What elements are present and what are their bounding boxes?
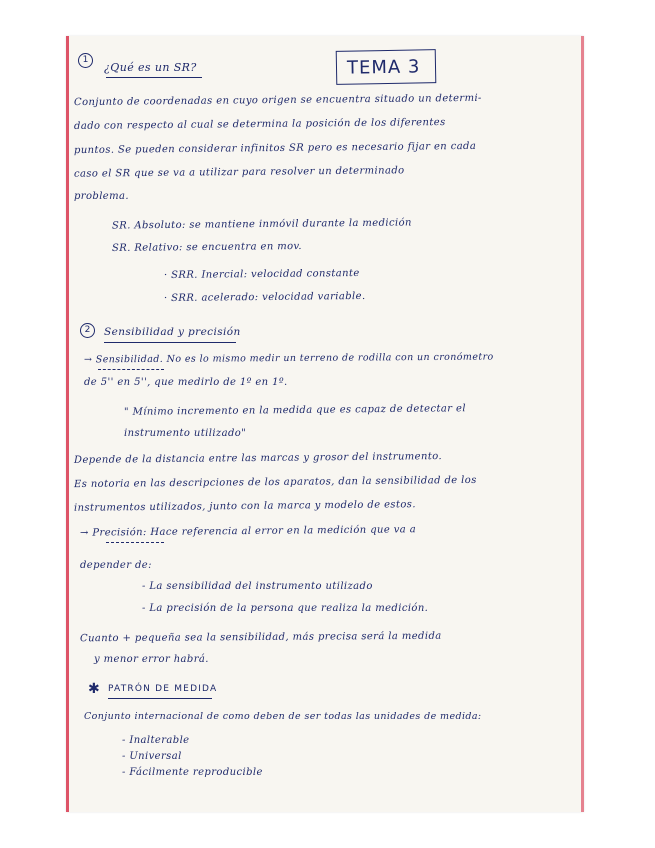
paragraph-1-line-4: caso el SR que se va a utilizar para resolver un determinado [73, 165, 405, 180]
precision-line-2: depender de: [80, 560, 152, 571]
notebook-page [66, 36, 584, 812]
patron-title: PATRÓN DE MEDIDA [108, 684, 218, 694]
patron-item-3: - Fácilmente reproducible [122, 767, 263, 778]
paragraph-1-line-3: puntos. Se pueden considerar infinitos SR pero es necesario fijar en cada [73, 140, 477, 157]
patron-underline [108, 698, 212, 699]
sr-relativo: SR. Relativo: se encuentra en mov. [111, 241, 303, 254]
tema-label: TEMA 3 [346, 56, 421, 79]
section-number-2: 2 [80, 323, 95, 338]
depende-line-1: Depende de la distancia entre las marcas y grosor del instrumento. [73, 451, 443, 466]
srr-acelerado: · SRR. acelerado: velocidad variable. [163, 290, 366, 305]
tema-box [336, 49, 437, 85]
question-underline [106, 77, 202, 78]
section-2-underline [104, 342, 236, 343]
precision-line-1: → Precisión: Hace referencia al error en la medición que va a [79, 524, 417, 539]
patron-description: Conjunto internacional de como deben de ser todas las unidades de medida: [84, 711, 482, 722]
section-number-1: 1 [78, 53, 93, 68]
cuanto-line-2: y menor error habrá. [94, 654, 209, 665]
page-left-edge [66, 36, 69, 812]
sr-absoluto: SR. Absoluto: se mantiene inmóvil durante la medición [111, 217, 412, 232]
precision-underline [106, 539, 164, 543]
sensibilidad-underline [98, 366, 164, 370]
precision-item-2: - La precisión de la persona que realiza la medición. [142, 603, 429, 614]
question-heading: ¿Qué es un SR? [104, 61, 197, 74]
definition-line-1: " Mínimo incremento en la medida que es capaz de detectar el [123, 403, 466, 418]
star-icon: ✱ [88, 681, 101, 697]
srr-inercial: · SRR. Inercial: velocidad constante [163, 267, 360, 282]
precision-item-1: - La sensibilidad del instrumento utilizado [142, 581, 373, 592]
sensibilidad-line-2: de 5'' en 5'', que medirlo de 1º en 1º. [84, 377, 288, 388]
section-2-title: Sensibilidad y precisión [104, 326, 241, 338]
sensibilidad-line-1: → Sensibilidad. No es lo mismo medir un terreno de rodilla con un cronómetro [83, 351, 494, 366]
depende-line-2: Es notoria en las descripciones de los aparatos, dan la sensibilidad de los [73, 474, 477, 491]
cuanto-line-1: Cuanto + pequeña sea la sensibilidad, más precisa será la medida [79, 630, 442, 645]
patron-item-2: - Universal [122, 751, 182, 762]
paragraph-1-line-1: Conjunto de coordenadas en cuyo origen se encuentra situado un determi- [73, 92, 482, 109]
patron-item-1: - Inalterable [122, 735, 190, 746]
definition-line-2: instrumento utilizado" [124, 428, 247, 439]
page-right-edge [581, 36, 584, 812]
paragraph-1-line-2: dado con respecto al cual se determina la posición de los diferentes [73, 117, 446, 132]
depende-line-3: instrumentos utilizados, junto con la marca y modelo de estos. [73, 499, 416, 514]
paragraph-1-line-5: problema. [74, 191, 129, 202]
